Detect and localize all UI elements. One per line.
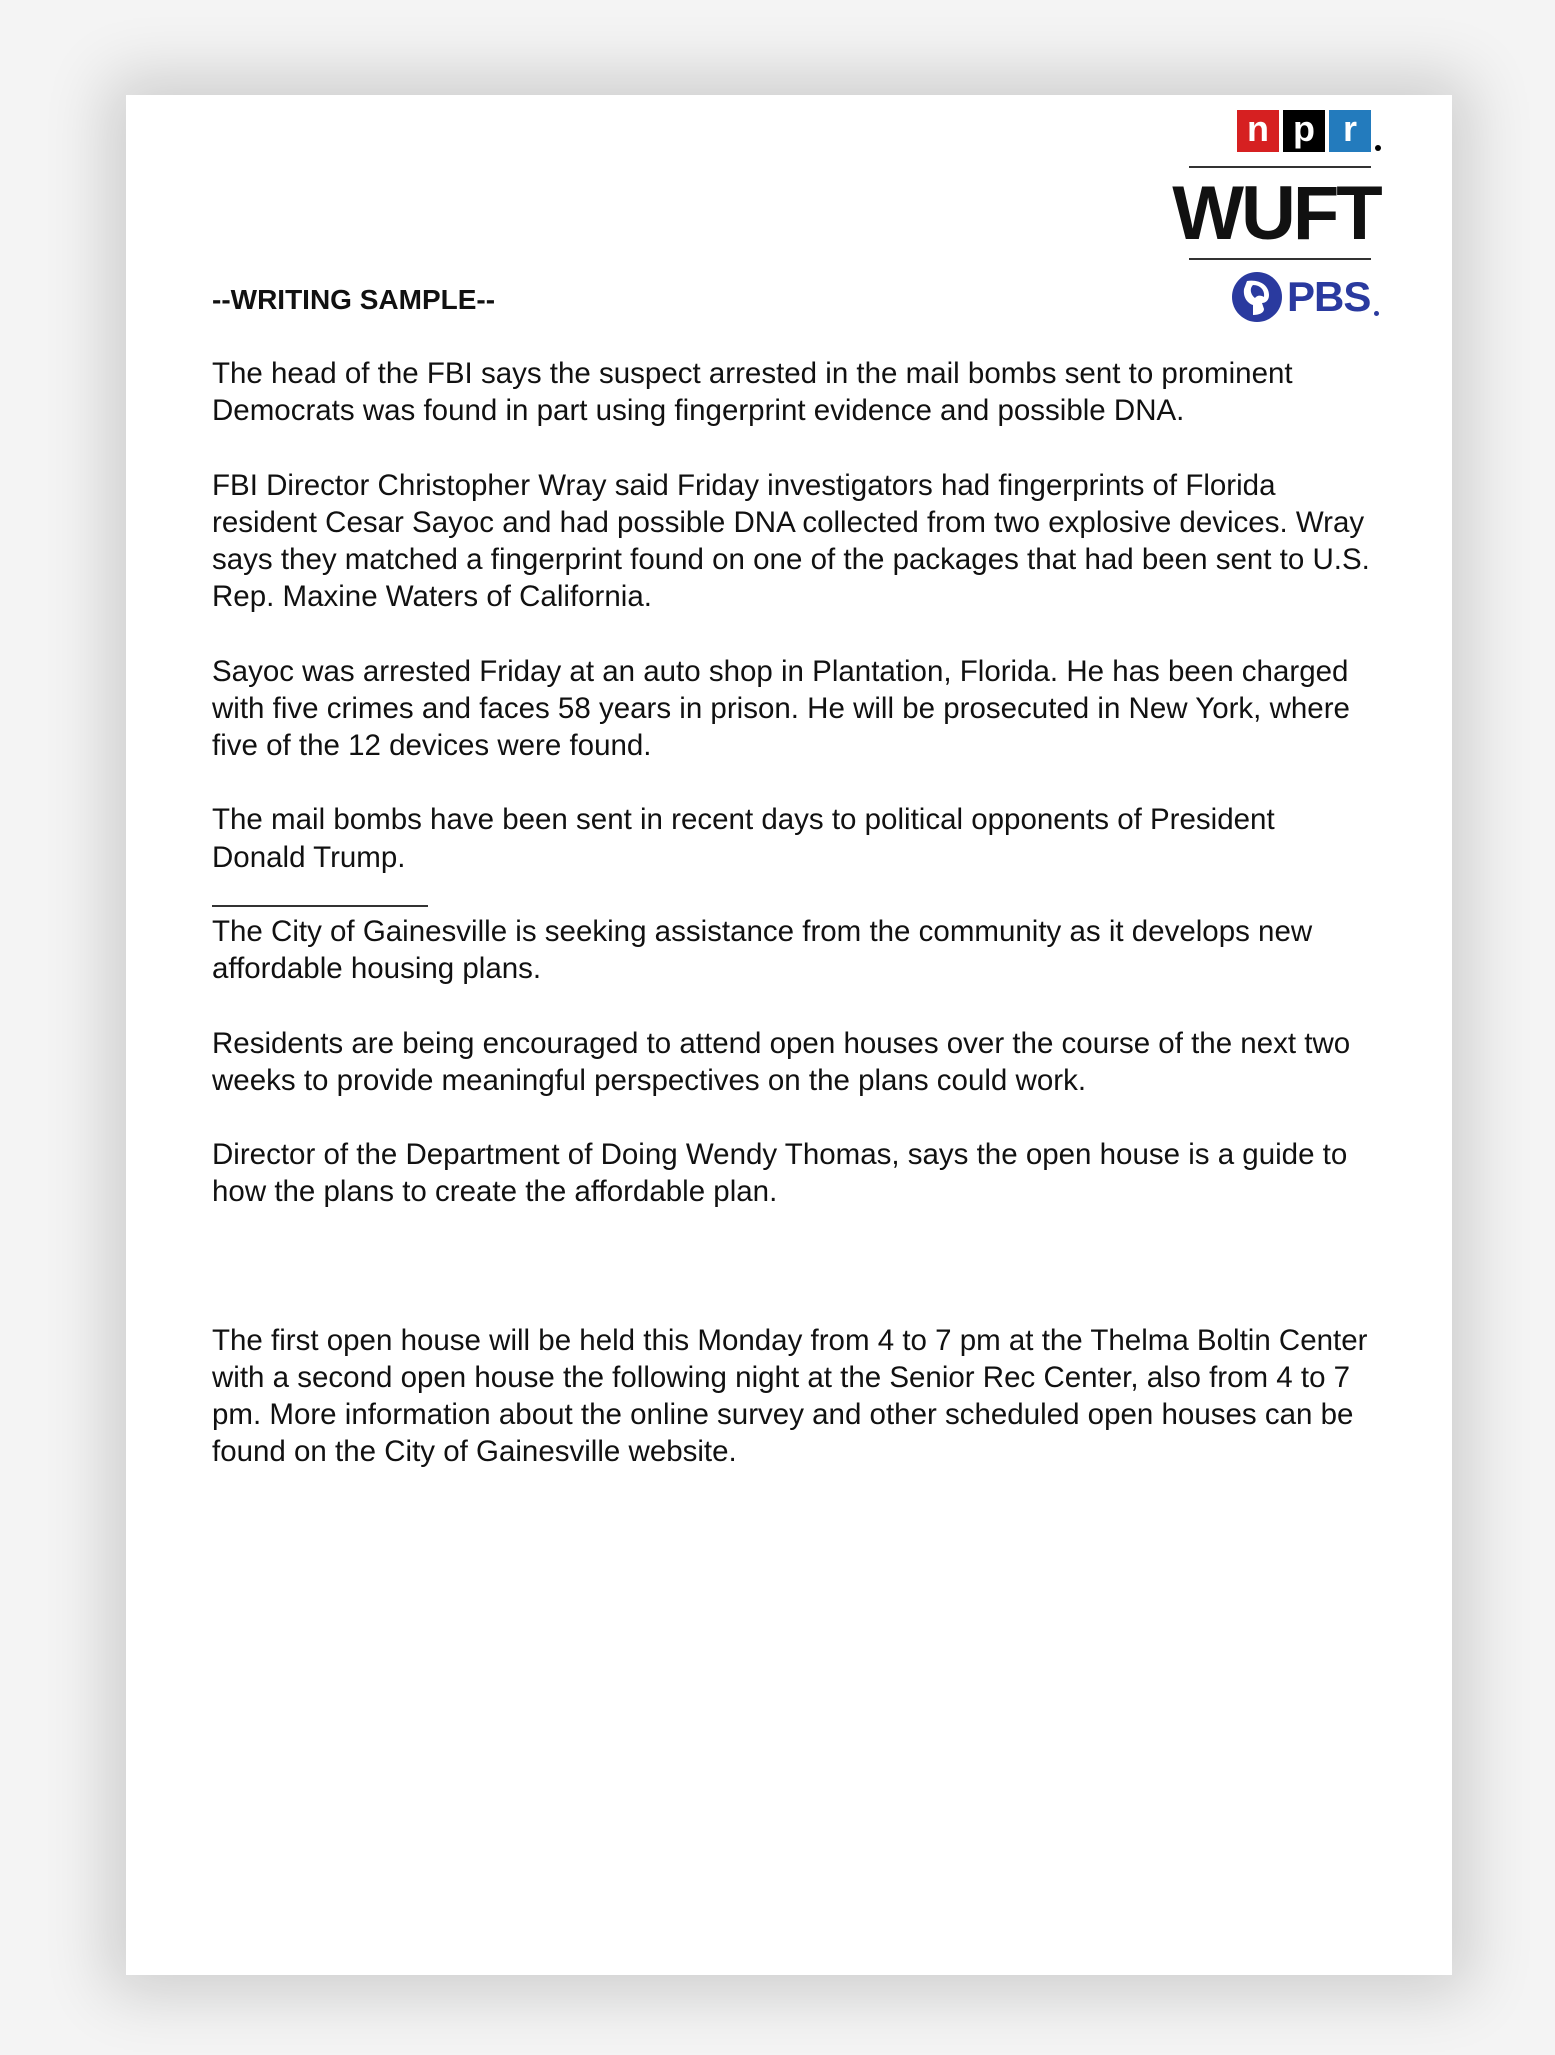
story-separator: [212, 876, 1372, 913]
wuft-logo: WUFT: [1172, 171, 1380, 256]
paragraph: The first open house will be held this Monday from 4 to 7 pm at the Thelma Boltin Center with a second open house the following night at the Senior Rec Center, also from 4 to 7 pm. More information about the online survey and other scheduled open houses can be found on the City of Gainesville website.: [212, 1323, 1368, 1469]
paragraph: The mail bombs have been sent in recent days to political opponents of President Donald Trump.: [212, 803, 1275, 874]
separator-line: [212, 905, 428, 907]
pbs-dot: [1374, 311, 1379, 316]
paragraph: Residents are being encouraged to attend open houses over the course of the next two weeks to provide meaningful perspectives on the plans could work.: [212, 1026, 1351, 1097]
logo-divider-top: [1189, 166, 1371, 168]
blank-space: [212, 1248, 1372, 1322]
paragraph: FBI Director Christopher Wray said Friday investigators had fingerprints of Florida resident Cesar Sayoc and had possible DNA collected from two explosive devices. Wray says they matched a fingerprint found on one of the packages that had been sent to U.S. Rep. Maxine Waters of California.: [212, 468, 1370, 614]
npr-letter-p: p: [1283, 110, 1325, 152]
npr-letter-r: r: [1329, 110, 1371, 152]
paragraph: Sayoc was arrested Friday at an auto shop in Plantation, Florida. He has been charged with five crimes and faces 58 years in prison. He will be prosecuted in New York, where five of the 12 devices were found.: [212, 654, 1350, 762]
paragraph: Director of the Department of Doing Wendy Thomas, says the open house is a guide to how the plans to create the affordable plan.: [212, 1138, 1348, 1209]
pbs-wordmark: PBS: [1287, 273, 1371, 320]
document-heading: --WRITING SAMPLE--: [212, 284, 496, 315]
document-body: [212, 281, 1372, 1508]
paragraph: The City of Gainesville is seeking assistance from the community as it develops new affordable housing plans.: [212, 914, 1313, 986]
logo-divider-bottom: [1189, 258, 1371, 260]
npr-letter-n: n: [1237, 110, 1279, 152]
npr-dot: [1375, 145, 1381, 151]
npr-logo: [1237, 110, 1381, 152]
document-page: [126, 95, 1452, 1975]
paragraph: The head of the FBI says the suspect arrested in the mail bombs sent to prominent Democrats was found in part using fingerprint evidence and possible DNA.: [212, 357, 1293, 428]
